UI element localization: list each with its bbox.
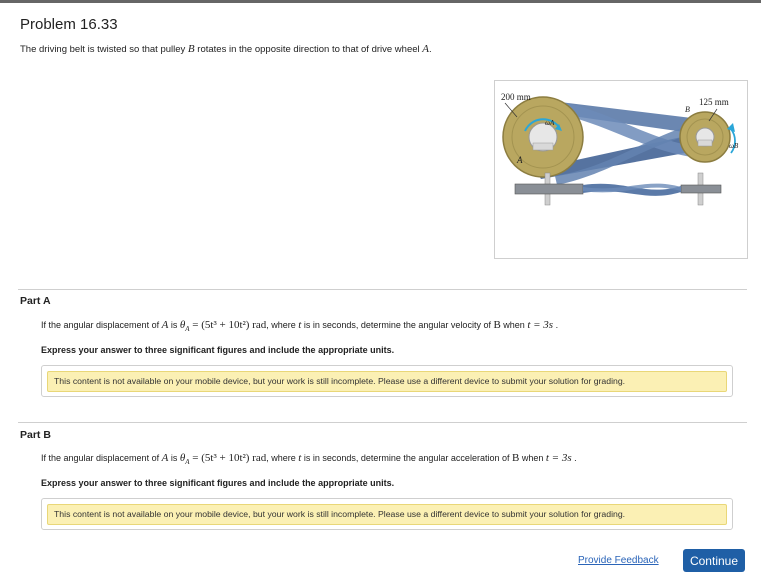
- part-a-notice-box: [41, 365, 733, 397]
- part-a-question: If the angular displacement of A is $\theta_A = (5t^3 + 10t^2)$ rad, where t is in seconds, determine the angular velocity of B when t = 3s .: [41, 319, 559, 334]
- part-a-divider: [18, 289, 747, 290]
- pulley-b: [680, 112, 735, 162]
- provide-feedback-link[interactable]: Provide Feedback: [578, 555, 659, 566]
- part-a-instruction: Express your answer to three significant figures and include the appropriate units.: [41, 345, 395, 355]
- label-b: B: [685, 105, 690, 114]
- side-view: [515, 173, 721, 205]
- part-b-title: Part B: [20, 429, 51, 441]
- label-a: A: [517, 155, 523, 165]
- label-125mm: 125 mm: [699, 97, 729, 107]
- continue-button[interactable]: Continue: [683, 549, 745, 572]
- part-a-title: Part A: [20, 295, 51, 307]
- label-omega-a: ωA: [545, 119, 555, 127]
- part-b-instruction: Express your answer to three significant figures and include the appropriate units.: [41, 478, 395, 488]
- problem-title: Problem 16.33: [20, 16, 118, 33]
- part-a-notice: This content is not available on your mobile device, but your work is still incomplete. Please use a different device to submit your solution for grading.: [47, 371, 727, 392]
- part-b-notice-box: [41, 498, 733, 530]
- pulley-a: [503, 97, 583, 177]
- part-b-notice: This content is not available on your mobile device, but your work is still incomplete. Please use a different device to submit your solution for grading.: [47, 504, 727, 525]
- top-bar: [0, 0, 761, 3]
- label-200mm: 200 mm: [501, 92, 531, 102]
- label-omega-b: ωB: [729, 142, 739, 150]
- part-b-question: If the angular displacement of A is $\theta_A = (5t^3 + 10t^2)$ rad, where t is in seconds, determine the angular acceleration of B when t = 3s .: [41, 452, 577, 467]
- pulley-figure: [494, 80, 748, 259]
- problem-intro: The driving belt is twisted so that pulley B rotates in the opposite direction to that of drive wheel A.: [20, 43, 432, 55]
- part-b-divider: [18, 422, 747, 423]
